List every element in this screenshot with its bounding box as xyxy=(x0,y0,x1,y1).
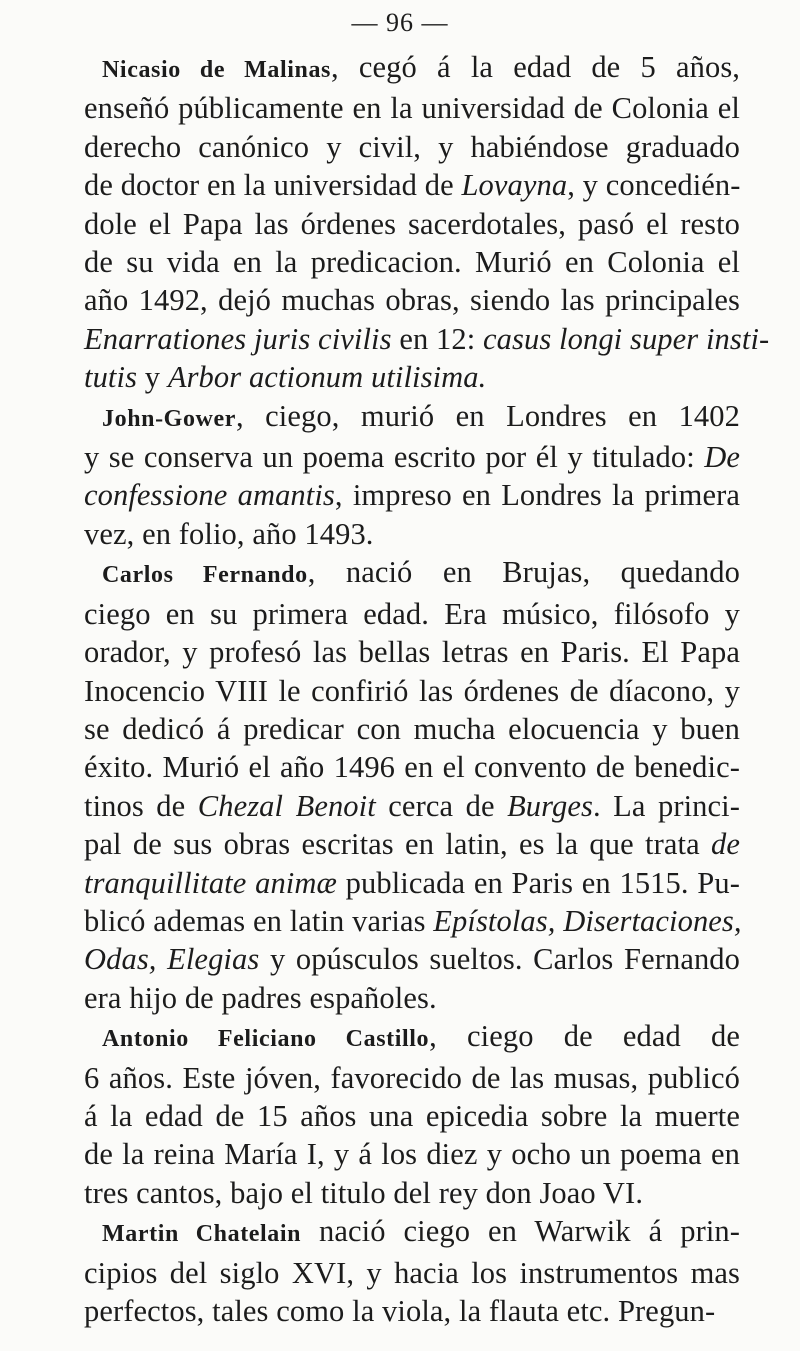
text-segment: , ciego de edad de xyxy=(429,1019,740,1054)
italic-text: Lovayna xyxy=(461,168,568,203)
text-segment: á la edad de 15 años una epicedia sobre la muerte xyxy=(84,1098,740,1133)
text-line xyxy=(84,710,740,748)
entry-paragraph xyxy=(84,1212,740,1330)
text-segment: y xyxy=(137,360,168,395)
text-segment: en 12: xyxy=(391,321,484,356)
text-line xyxy=(84,1017,740,1058)
italic-text: Odas, Elegias xyxy=(84,942,260,977)
entry-name: John-Gower xyxy=(102,405,236,432)
text-segment: 6 años. Este jóven, favorecido de las musas, publicó xyxy=(84,1060,740,1095)
text-line xyxy=(84,553,740,594)
text-segment: y se conserva un poema escrito por él y titulado: xyxy=(84,440,705,475)
text-line xyxy=(84,633,740,671)
entry-paragraph xyxy=(84,1017,740,1212)
entry-name: Antonio Feliciano Castillo xyxy=(102,1026,430,1053)
text-line xyxy=(84,1292,740,1330)
entry-paragraph xyxy=(84,48,770,397)
text-segment: era hijo de padres españoles. xyxy=(84,980,437,1015)
text-line xyxy=(84,902,740,940)
text-line xyxy=(84,1059,740,1097)
text-segment: año 1492, dejó muchas obras, siendo las principales xyxy=(84,283,740,318)
text-line xyxy=(84,864,740,902)
text-segment: publicada en Paris en 1515. Pu- xyxy=(336,865,740,900)
text-segment: tinos de xyxy=(84,788,198,823)
text-segment: orador, y profesó las bellas letras en Paris. El Papa xyxy=(84,635,740,670)
text-segment: dole el Papa las órdenes sacerdotales, pasó el resto xyxy=(84,206,740,241)
text-segment: se dedicó á predicar con mucha elocuencia y buen xyxy=(84,711,740,746)
text-segment: vez, en folio, año 1493. xyxy=(84,516,374,551)
text-segment: . La princi- xyxy=(592,788,740,823)
text-segment: de su vida en la predicacion. Murió en Colonia el xyxy=(84,245,740,280)
text-line xyxy=(84,1097,740,1135)
text-line xyxy=(84,476,740,514)
text-line xyxy=(84,48,740,89)
text-line xyxy=(84,243,740,281)
text-line xyxy=(84,515,740,553)
text-line xyxy=(84,1212,740,1253)
text-segment: ciego en su primera edad. Era músico, filósofo y xyxy=(84,596,740,631)
text-segment: y opúsculos sueltos. Carlos Fernando xyxy=(259,942,741,977)
text-segment: , y concedién- xyxy=(567,168,741,203)
text-line xyxy=(84,358,740,396)
text-segment: , ciego, murió en Londres en 1402 xyxy=(236,398,740,433)
italic-text: Epístolas, Disertaciones, xyxy=(433,903,742,938)
text-line xyxy=(84,672,740,710)
text-segment: de la reina María I, y á los diez y ocho un poema en xyxy=(84,1137,740,1172)
text-line xyxy=(84,128,740,166)
text-segment: blicó ademas en latin varias xyxy=(84,903,434,938)
text-line xyxy=(84,787,740,825)
text-segment: perfectos, tales como la viola, la flauta etc. Pregun- xyxy=(84,1294,716,1328)
italic-text: Chezal Benoit xyxy=(197,788,376,823)
text-line xyxy=(84,1174,740,1212)
text-segment: de doctor en la universidad de xyxy=(84,168,462,203)
text-line xyxy=(84,397,740,438)
text-segment: éxito. Murió el año 1496 en el convento de benedic- xyxy=(84,750,740,785)
italic-text: confessione amantis xyxy=(84,478,335,513)
text-line xyxy=(84,979,740,1017)
italic-text: Arbor actionum utilisima. xyxy=(167,360,487,395)
text-segment: derecho canónico y civil, y habiéndose graduado xyxy=(84,129,740,164)
text-segment: Inocencio VIII le confirió las órdenes de díacono, y xyxy=(84,673,740,708)
text-segment: tres cantos, bajo el titulo del rey don Joao VI. xyxy=(84,1175,644,1210)
text-line xyxy=(84,940,740,978)
text-line xyxy=(84,595,740,633)
text-line xyxy=(84,825,740,863)
text-line xyxy=(84,1254,740,1292)
text-segment: , impreso en Londres la primera xyxy=(334,478,740,513)
text-segment: pal de sus obras escritas en latin, es la que trata xyxy=(84,827,711,862)
italic-text: de xyxy=(711,827,740,862)
text-line xyxy=(84,320,770,358)
text-line xyxy=(84,89,740,127)
text-body xyxy=(84,48,770,1330)
text-segment: nació ciego en Warwik á prin- xyxy=(301,1214,741,1249)
italic-text: Enarrationes juris civilis xyxy=(84,321,392,356)
italic-text: tranquillitate animæ xyxy=(84,865,337,900)
text-line xyxy=(84,281,740,319)
italic-text: Burges xyxy=(507,788,593,823)
entry-name: Nicasio de Malinas xyxy=(102,57,332,83)
entry-name: Martin Chatelain xyxy=(102,1221,302,1248)
entry-paragraph xyxy=(84,553,740,1017)
text-segment: cerca de xyxy=(375,788,508,823)
page-number: — 96 — xyxy=(351,8,449,37)
text-line xyxy=(84,438,740,476)
text-line xyxy=(84,748,740,786)
text-segment: cipios del siglo XVI, y hacia los instrumentos mas xyxy=(84,1255,740,1290)
text-line xyxy=(84,205,740,243)
entry-paragraph xyxy=(84,397,740,554)
text-segment: enseñó públicamente en la universidad de Colonia el xyxy=(84,91,740,126)
italic-text: casus longi super insti- xyxy=(483,321,770,356)
text-line xyxy=(84,166,740,204)
entry-name: Carlos Fernando xyxy=(102,562,308,589)
text-line xyxy=(84,1135,740,1173)
text-segment: , cegó á la edad de 5 años, xyxy=(331,50,741,84)
text-segment: , nació en Brujas, quedando xyxy=(307,555,740,590)
italic-text: tutis xyxy=(84,360,138,395)
italic-text: De xyxy=(704,440,740,475)
